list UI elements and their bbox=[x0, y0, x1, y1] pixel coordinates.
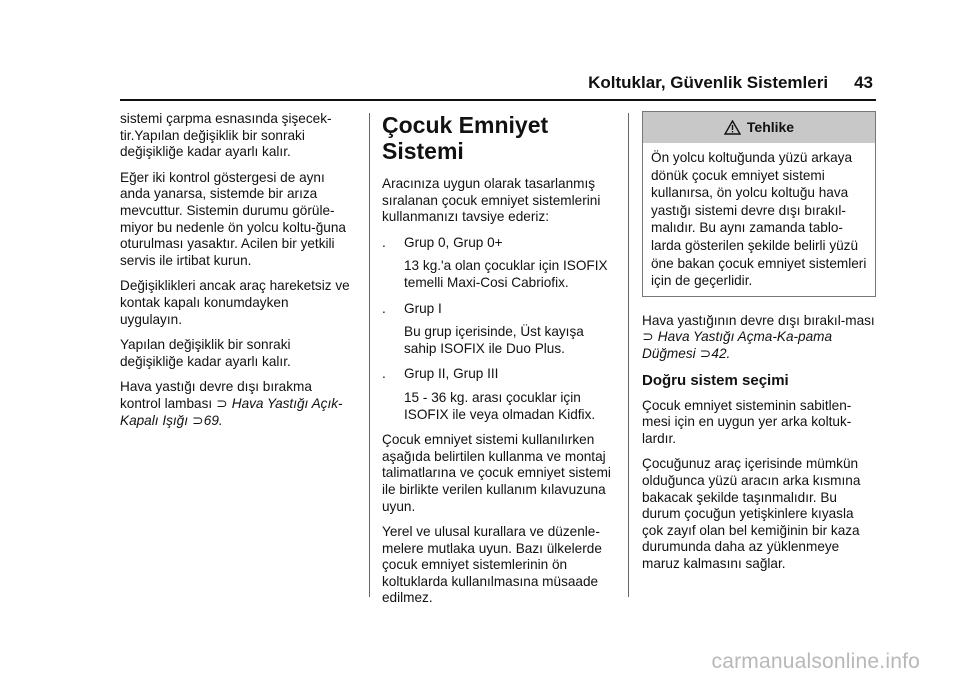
group-label: Grup 0, Grup 0+ bbox=[404, 234, 503, 250]
column-3 bbox=[642, 111, 876, 581]
reference-arrow-icon: ⊃ bbox=[699, 345, 712, 361]
cross-reference-link[interactable]: Hava Yastığı Açma-Ka-pama Düğmesi bbox=[642, 329, 833, 361]
paragraph-with-reference bbox=[120, 379, 352, 429]
paragraph-text: Hava yastığının devre dışı bırakıl-ması bbox=[642, 312, 875, 328]
column-2 bbox=[382, 111, 614, 616]
danger-title: Tehlike bbox=[746, 119, 795, 136]
group-description: 13 kg.'a olan çocuklar için ISOFIX temelli Maxi-Cosi Cabriofix. bbox=[404, 258, 608, 290]
danger-header bbox=[643, 112, 875, 143]
paragraph-with-reference bbox=[642, 313, 876, 363]
intro-paragraph: Aracınıza uygun olarak tasarlanmış sıralanan çocuk emniyet sistemlerini kullanmanızı tavsiye ederiz: bbox=[382, 176, 601, 225]
paragraph: Eğer iki kontrol göstergesi de aynı anda yanarsa, sistemde bir arıza mevcuttur. Sistemin durumu görüle-miyor bu nedenle ön yolcu koltu-ğuna oturulması yasaktır. Acilen bir yetkili servis ile irtibat kurun. bbox=[120, 169, 346, 268]
warning-icon bbox=[724, 120, 741, 135]
header-rule bbox=[120, 99, 876, 101]
paragraph: Yerel ve ulusal kurallara ve düzenle-melere mutlaka uyun. Bazı ülkelerde çocuk emniyet sistemlerinin ön koltuklarda kullanılmasına müsaade edilmez. bbox=[382, 524, 602, 606]
column-1 bbox=[120, 111, 352, 438]
bullet-icon: . bbox=[382, 366, 386, 382]
bullet-icon: . bbox=[382, 234, 386, 250]
list-item bbox=[382, 301, 614, 318]
section-heading: Çocuk Emniyet Sistemi bbox=[382, 112, 549, 164]
list-item bbox=[382, 235, 614, 252]
paragraph: sistemi çarpma esnasında şişecek-tir.Yapılan değişiklik bir sonraki değişikliğe kadar ayarlı kalır. bbox=[120, 111, 332, 160]
column-divider bbox=[628, 113, 629, 597]
list-item bbox=[382, 366, 614, 383]
paragraph-text: Hava yastığı devre dışı bırakma kontrol lambası bbox=[120, 379, 312, 411]
group-description: Bu grup içerisinde, Üst kayışa sahip ISOFIX ile Duo Plus. bbox=[404, 324, 584, 356]
group-label: Grup I bbox=[404, 300, 442, 316]
paragraph: Yapılan değişiklik bir sonraki değişikliğe kadar ayarlı kalır. bbox=[120, 337, 291, 369]
page-number: 43 bbox=[854, 73, 873, 92]
reference-arrow-icon: ⊃ bbox=[192, 412, 204, 428]
bullet-icon: . bbox=[382, 300, 386, 316]
paragraph: Çocuk emniyet sistemi kullanılırken aşağıda belirtilen kullanma ve montaj talimatlarına ve çocuk emniyet sistemi ile birlikte verilen kullanım kılavuzuna uyun. bbox=[382, 432, 611, 514]
page-reference[interactable]: 69. bbox=[203, 412, 223, 428]
paragraph: Çocuk emniyet sisteminin sabitlen-mesi için en uygun yer arka koltuk-lardır. bbox=[642, 397, 852, 446]
page-reference[interactable]: 42. bbox=[711, 345, 731, 361]
group-description: 15 - 36 kg. arası çocuklar için ISOFIX ile veya olmadan Kidfix. bbox=[404, 389, 596, 422]
danger-text: Ön yolcu koltuğunda yüzü arkaya dönük çocuk emniyet sistemi kullanırsa, ön yolcu koltuğu hava yastığı sistemi devre dışı bırakıl-malıdır. Bu aynı zamanda tablo-larda gösterilen şekilde belirli yüzü öne bakan çocuk emniyet sistemleri için de geçerlidir. bbox=[651, 150, 867, 289]
section-title: Koltuklar, Güvenlik Sistemleri bbox=[588, 73, 829, 92]
paragraph: Değişiklikleri ancak araç hareketsiz ve kontak kapalı konumdayken uygulayın. bbox=[120, 278, 350, 327]
reference-arrow-icon: ⊃ bbox=[216, 395, 228, 411]
paragraph: Çocuğunuz araç içerisinde mümkün olduğunca yüzü aracın arka kısmına bakacak şekilde taşınmalıdır. Bu durum çocuğun yetişkinlere kıyasla çok zayıf olan bel kemiğinin bir kaza durumunda daha az yüklenmeye maruz kalmasını sağlar. bbox=[642, 456, 861, 571]
reference-arrow-icon: ⊃ bbox=[642, 329, 654, 345]
cross-reference-link[interactable]: Hava Yastığı Açık-Kapalı Işığı bbox=[120, 395, 343, 428]
column-divider bbox=[369, 113, 370, 597]
page-header bbox=[588, 73, 873, 93]
subsection-heading: Doğru sistem seçimi bbox=[642, 371, 789, 389]
group-label: Grup II, Grup III bbox=[404, 366, 499, 382]
watermark: carmanualsonline.info bbox=[711, 650, 920, 673]
danger-box bbox=[642, 111, 876, 297]
